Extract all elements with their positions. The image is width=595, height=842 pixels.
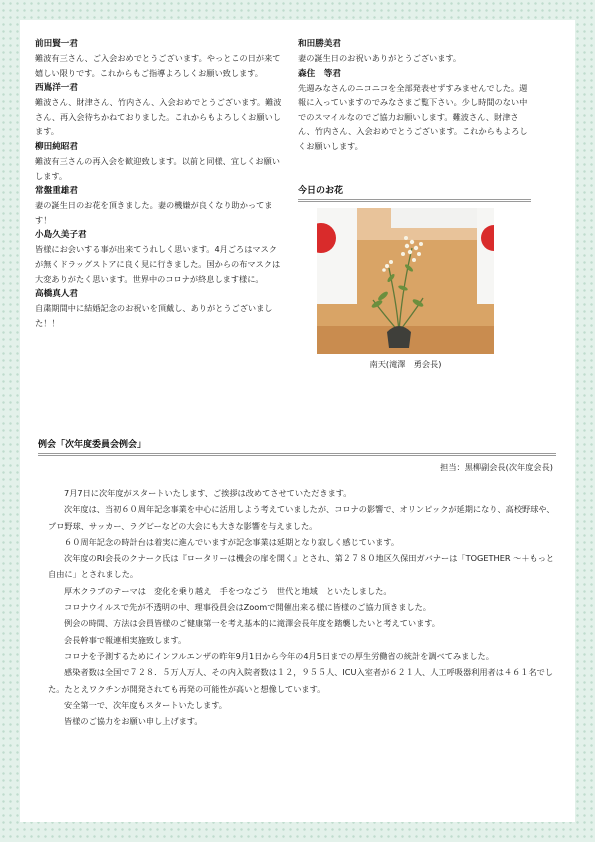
member-name: 小島久美子君 [35,230,87,241]
meeting-paragraph: コロナを予測するためにインフルエンザの昨年9月1日から今年の4月5日までの厚生労働省の統計を調べてみました。 [64,650,494,661]
flower-photo [317,208,494,354]
page-sheet [20,20,575,822]
member-message: 難波有三さんの再入会を歓迎致します。以前と同様、宜しくお願いします。 [35,155,280,181]
member-message: 自粛期間中に結婚記念のお祝いを頂戴し、ありがとうございました！！ [35,303,273,328]
meeting-paragraph: 次年度は、当初６０周年記念事業を中心に活用しよう考えていましたが、コロナの影響で、オリンピックが延期になり、高校野球や、プロ野球、サッカー、ラグビーなどの大会にも大きな影響を与えました。 [48,504,555,531]
member-name: 柳田純昭君 [35,141,78,152]
member-name: 和田勝美君 [298,39,341,49]
flower-caption: 南天(滝澤 勇会長) [369,359,442,369]
meeting-paragraph: ６０周年記念の時計台は着実に進んでいますが記念事業は延期となり寂しく感じています。 [64,536,400,547]
meeting-paragraph: コロナウイルスで先が不透明の中、理事役員会はZoomで開催出来る様に皆様のご協力頂きました。 [64,602,431,613]
member-name: 西嶌洋一君 [35,83,78,94]
meeting-paragraph: 例会の時間、方法は会員皆様のご健康第一を考え基本的に滝澤会長年度を踏襲したいと考えています。 [64,618,440,629]
member-message: 難波さん、財津さん、竹内さん、入会おめでとうございます。難波さん、再入会待ちかねておりました。これからもよろしくお願いします。 [35,97,282,137]
member-name: 前田賢一君 [35,39,78,49]
meeting-paragraph: 会長幹事で報連相実施致します。 [64,634,187,645]
right-column-messages [298,38,533,156]
member-message: 妻の誕生日のお花を頂きました。妻の機嫌が良くなり助かってます！ [35,200,273,225]
meeting-paragraph: 7月7日に次年度がスタートいたします、ご挨拶は改めてさせていただきます。 [64,488,352,498]
ikebana-illustration [317,208,494,354]
member-message: 皆様にお会いする事が出来てうれしく思います。4月ごろはマスクが無くドラッグストアに良く見に行きました。国からの布マスクは大変ありがたく思います。世界中のコロナが終息します様に。 [35,244,281,284]
meeting-paragraph: 感染者数は全国で７２８．５万人万人、その内入院者数は１２，９５５人、ICU入室者が６２１人、人工呼吸器利用者は４６１名でした。たとえワクチンが開発されても再発の可能性が高いと想像しています。 [48,667,554,694]
member-message: 難波有三さん、ご入会おめでとうございます。やっとこの日が来て嬉しい限りです。これからもご指導よろしくお願い致します。 [35,53,281,78]
left-column-messages [35,38,285,332]
meeting-section-title: 例会「次年度委員会例会」 [38,437,556,456]
meeting-paragraph: 安全第一で、次年度もスタートいたします。 [64,699,227,710]
member-name: 森住 等君 [298,68,341,79]
meeting-paragraph: 皆様のご協力をお願い申し上げます。 [64,716,203,727]
meeting-paragraph: 厚木クラブのテーマは 変化を乗り越え 手をつなごう 世代と地域 といたしました。 [64,585,392,596]
member-message: 先週みなさんのニコニコを全部発表せずすみませんでした。週報に入っていますのでみなさまご覧下さい。少し時間のない中でのスマイルなのでご協力お願いします。難波さん、財津さん、竹内さん、入会おめでとうございます。これからもよろしくお願いします。 [298,82,528,151]
flower-section-title: 今日のお花 [298,183,531,202]
meeting-body [48,485,555,729]
meeting-paragraph: 次年度のRI会長のクナーク氏は『ロータリーは機会の扉を開く』とされ、第２７８０地区久保田ガバナーは「TOGETHER ～＋もっと自由に」とされました。 [48,553,555,580]
member-name: 高橋真人君 [35,289,78,300]
member-message: 妻の誕生日のお祝いありがとうございます。 [298,53,462,63]
meeting-presenter: 担当：黒柳副会長(次年度会長) [440,462,553,472]
member-name: 常盤重雄君 [35,186,78,197]
vase-icon [387,326,411,348]
